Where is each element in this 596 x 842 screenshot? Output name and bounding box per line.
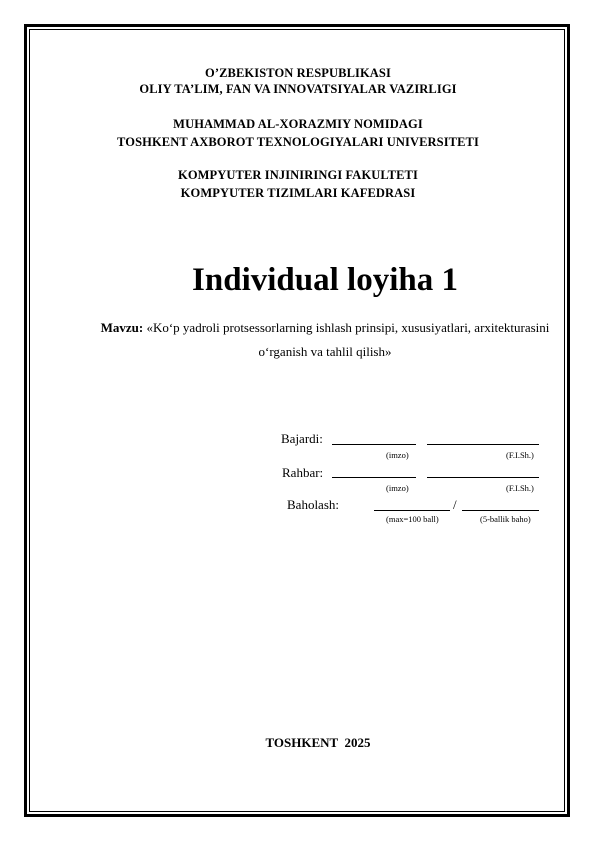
header-university-line1: MUHAMMAD AL-XORAZMIY NOMIDAGI bbox=[173, 117, 423, 131]
rahbar-imzo-caption: (imzo) bbox=[386, 483, 409, 493]
bajardi-signature-line bbox=[332, 444, 416, 445]
header-department: KOMPYUTER TIZIMLARI KAFEDRASI bbox=[180, 186, 416, 200]
footer-city-year: TOSHKENT 2025 bbox=[265, 735, 371, 750]
topic-text: «Ko‘p yadroli protsessorlarning ishlash prinsipi, xususiyatlari, arxitekturasini o‘rganish va tahlil qilish» bbox=[143, 320, 550, 359]
baholash-grade-line bbox=[462, 510, 539, 511]
bajardi-fish-caption: (F.I.Sh.) bbox=[506, 450, 534, 460]
rahbar-fish-caption: (F.I.Sh.) bbox=[506, 483, 534, 493]
baholash-separator: / bbox=[453, 497, 457, 512]
rahbar-signature-line bbox=[332, 477, 416, 478]
rahbar-name-line bbox=[427, 477, 539, 478]
baholash-grade-caption: (5-ballik baho) bbox=[480, 514, 531, 524]
baholash-label: Baholash: bbox=[287, 497, 339, 512]
bajardi-name-line bbox=[427, 444, 539, 445]
header-faculty: KOMPYUTER INJINIRINGI FAKULTETI bbox=[178, 168, 418, 182]
rahbar-label: Rahbar: bbox=[282, 465, 324, 480]
baholash-score-line bbox=[374, 510, 450, 511]
header-ministry: OLIY TA’LIM, FAN VA INNOVATSIYALAR VAZIRLIGI bbox=[139, 82, 457, 96]
bajardi-label: Bajardi: bbox=[281, 431, 323, 446]
bajardi-imzo-caption: (imzo) bbox=[386, 450, 409, 460]
document-title: Individual loyiha 1 bbox=[192, 262, 458, 298]
topic-label: Mavzu: bbox=[100, 320, 144, 335]
header-country: O’ZBEKISTON RESPUBLIKASI bbox=[205, 66, 391, 80]
header-university-line2: TOSHKENT AXBOROT TEXNOLOGIYALARI UNIVERSITETI bbox=[117, 135, 479, 149]
baholash-max-caption: (max=100 ball) bbox=[386, 514, 439, 524]
topic-block bbox=[100, 316, 550, 364]
